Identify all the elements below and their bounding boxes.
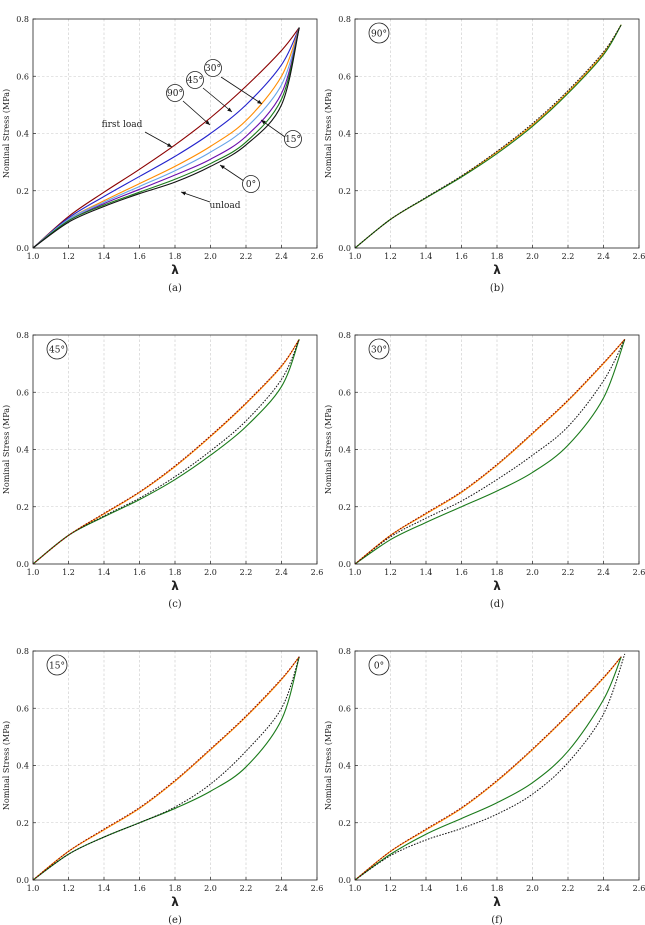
x-tick-label: 1.8 <box>490 884 504 893</box>
series-line <box>355 339 625 564</box>
arrowhead-icon <box>257 100 262 104</box>
panel-caption: (e) <box>168 915 182 925</box>
y-tick-label: 0.8 <box>338 647 351 656</box>
x-tick-label: 2.2 <box>561 568 575 577</box>
x-tick-label: 2.4 <box>597 252 610 261</box>
x-tick-label: 2.6 <box>310 252 324 261</box>
series-line <box>33 339 299 564</box>
series-line <box>33 657 299 880</box>
y-tick-label: 0.8 <box>338 331 351 340</box>
y-tick-label: 0.0 <box>16 560 29 569</box>
x-tick-label: 2.6 <box>632 884 645 893</box>
x-tick-label: 1.0 <box>26 884 40 893</box>
x-tick-label: 1.8 <box>490 568 504 577</box>
y-tick-label: 0.6 <box>16 72 29 82</box>
arrowhead-icon <box>181 192 186 196</box>
series-line <box>33 339 299 564</box>
x-axis-label: λ <box>493 579 501 593</box>
y-tick-label: 0.2 <box>338 502 351 512</box>
series-line <box>355 654 625 880</box>
y-tick-label: 0.2 <box>16 502 29 512</box>
x-tick-label: 1.8 <box>168 252 182 261</box>
x-tick-label: 1.0 <box>348 884 362 893</box>
x-tick-label: 2.0 <box>526 884 539 893</box>
x-tick-label: 1.6 <box>133 884 146 893</box>
x-tick-label: 1.4 <box>419 884 433 893</box>
x-tick-label: 2.6 <box>632 252 645 261</box>
x-tick-label: 1.2 <box>62 568 75 577</box>
y-tick-label: 0.8 <box>16 331 29 340</box>
x-tick-label: 1.4 <box>97 884 111 893</box>
y-tick-label: 0.0 <box>338 560 351 569</box>
series-line <box>33 339 299 564</box>
x-tick-label: 2.2 <box>561 884 575 893</box>
x-tick-label: 1.4 <box>419 252 433 261</box>
x-tick-label: 2.4 <box>275 252 288 261</box>
angle-badge-label: 0° <box>373 661 385 672</box>
y-tick-label: 0.2 <box>16 186 29 196</box>
x-tick-label: 2.6 <box>310 884 324 893</box>
annotation-label: first load <box>101 120 143 130</box>
series-line <box>355 25 621 248</box>
y-axis-label: Nominal Stress (MPa) <box>2 404 11 495</box>
x-tick-label: 1.0 <box>26 568 40 577</box>
y-tick-label: 0.6 <box>338 72 351 82</box>
x-tick-label: 1.4 <box>97 252 111 261</box>
y-tick-label: 0.4 <box>16 129 29 139</box>
annotation-label: unload <box>209 201 241 211</box>
series-line <box>33 339 299 564</box>
annotation-arrow <box>183 101 210 125</box>
chart-panel-0 <box>2 15 323 294</box>
y-tick-label: 0.2 <box>338 818 351 828</box>
x-tick-label: 1.8 <box>168 568 182 577</box>
series-line <box>355 657 621 880</box>
series-line <box>355 657 621 880</box>
x-tick-label: 1.0 <box>26 252 40 261</box>
chart-panel-4 <box>2 647 323 925</box>
y-tick-label: 0.2 <box>16 818 29 828</box>
y-tick-label: 0.4 <box>16 761 29 771</box>
series-line <box>355 25 621 248</box>
x-tick-label: 1.4 <box>419 568 433 577</box>
x-tick-label: 1.2 <box>384 568 397 577</box>
x-tick-label: 2.2 <box>239 252 253 261</box>
x-axis-label: λ <box>493 263 501 277</box>
series-line <box>33 28 299 248</box>
x-tick-label: 2.0 <box>204 884 217 893</box>
x-tick-label: 2.4 <box>275 568 288 577</box>
panel-caption: (f) <box>491 915 503 925</box>
x-tick-label: 2.0 <box>526 568 539 577</box>
x-tick-label: 2.6 <box>310 568 324 577</box>
annotation-label: 0° <box>245 180 257 190</box>
x-tick-label: 1.6 <box>455 252 468 261</box>
series-line <box>355 339 625 564</box>
x-tick-label: 1.4 <box>97 568 111 577</box>
x-tick-label: 2.0 <box>204 568 217 577</box>
x-tick-label: 1.0 <box>348 568 362 577</box>
chart-panel-5 <box>324 647 645 925</box>
y-axis-label: Nominal Stress (MPa) <box>2 88 11 179</box>
x-tick-label: 2.0 <box>204 252 217 261</box>
annotation-label: 90° <box>167 89 183 99</box>
chart-panel-1 <box>324 15 645 294</box>
y-tick-label: 0.6 <box>16 388 29 398</box>
series-line <box>33 657 299 880</box>
y-axis-label: Nominal Stress (MPa) <box>324 404 333 495</box>
y-tick-label: 0.0 <box>338 244 351 253</box>
series-line <box>355 339 625 564</box>
panel-caption: (d) <box>489 599 505 610</box>
chart-panel-2 <box>2 331 323 610</box>
y-tick-label: 0.2 <box>338 186 351 196</box>
x-tick-label: 1.2 <box>384 884 397 893</box>
x-axis-label: λ <box>493 895 501 909</box>
y-tick-label: 0.0 <box>16 244 29 253</box>
x-tick-label: 1.6 <box>133 252 146 261</box>
chart-panel-3 <box>324 331 645 610</box>
y-axis-label: Nominal Stress (MPa) <box>324 720 333 811</box>
x-tick-label: 2.2 <box>239 884 253 893</box>
panel-caption: (a) <box>168 283 182 294</box>
y-tick-label: 0.4 <box>338 129 351 139</box>
annotation-arrow <box>221 77 262 104</box>
x-tick-label: 1.0 <box>348 252 362 261</box>
series-line <box>33 657 299 880</box>
y-tick-label: 0.6 <box>16 704 29 714</box>
annotation-arrow <box>145 132 172 147</box>
y-tick-label: 0.0 <box>16 876 29 885</box>
y-axis-label: Nominal Stress (MPa) <box>324 88 333 179</box>
x-tick-label: 2.4 <box>597 884 610 893</box>
y-axis-label: Nominal Stress (MPa) <box>2 720 11 811</box>
y-tick-label: 0.6 <box>338 704 351 714</box>
x-tick-label: 1.6 <box>133 568 146 577</box>
series-line <box>355 25 621 248</box>
x-tick-label: 2.4 <box>597 568 610 577</box>
y-tick-label: 0.4 <box>16 445 29 455</box>
angle-badge-label: 15° <box>49 661 65 672</box>
y-tick-label: 0.0 <box>338 876 351 885</box>
x-tick-label: 2.2 <box>561 252 575 261</box>
arrowhead-icon <box>220 165 225 169</box>
angle-badge-label: 90° <box>371 29 387 40</box>
annotation-arrow <box>203 88 232 112</box>
x-tick-label: 2.2 <box>239 568 253 577</box>
y-tick-label: 0.4 <box>338 445 351 455</box>
series-line <box>33 657 299 880</box>
x-tick-label: 1.2 <box>384 252 397 261</box>
x-tick-label: 2.6 <box>632 568 645 577</box>
y-tick-label: 0.4 <box>338 761 351 771</box>
annotation-label: 45° <box>187 76 203 86</box>
y-tick-label: 0.6 <box>338 388 351 398</box>
x-axis-label: λ <box>171 263 179 277</box>
x-axis-label: λ <box>171 895 179 909</box>
series-line <box>355 339 625 564</box>
x-tick-label: 2.4 <box>275 884 288 893</box>
panel-caption: (c) <box>168 599 182 610</box>
y-tick-label: 0.8 <box>16 647 29 656</box>
y-tick-label: 0.8 <box>16 15 29 24</box>
x-tick-label: 1.8 <box>168 884 182 893</box>
x-tick-label: 1.8 <box>490 252 504 261</box>
x-axis-label: λ <box>171 579 179 593</box>
series-line <box>355 657 621 880</box>
x-tick-label: 1.6 <box>455 568 468 577</box>
angle-badge-label: 45° <box>49 345 65 356</box>
y-tick-label: 0.8 <box>338 15 351 24</box>
x-tick-label: 1.2 <box>62 884 75 893</box>
angle-badge-label: 30° <box>371 345 387 356</box>
x-tick-label: 2.0 <box>526 252 539 261</box>
annotation-label: 15° <box>285 135 301 145</box>
x-tick-label: 1.6 <box>455 884 468 893</box>
annotation-label: 30° <box>205 64 221 74</box>
x-tick-label: 1.2 <box>62 252 75 261</box>
panel-caption: (b) <box>489 283 505 294</box>
